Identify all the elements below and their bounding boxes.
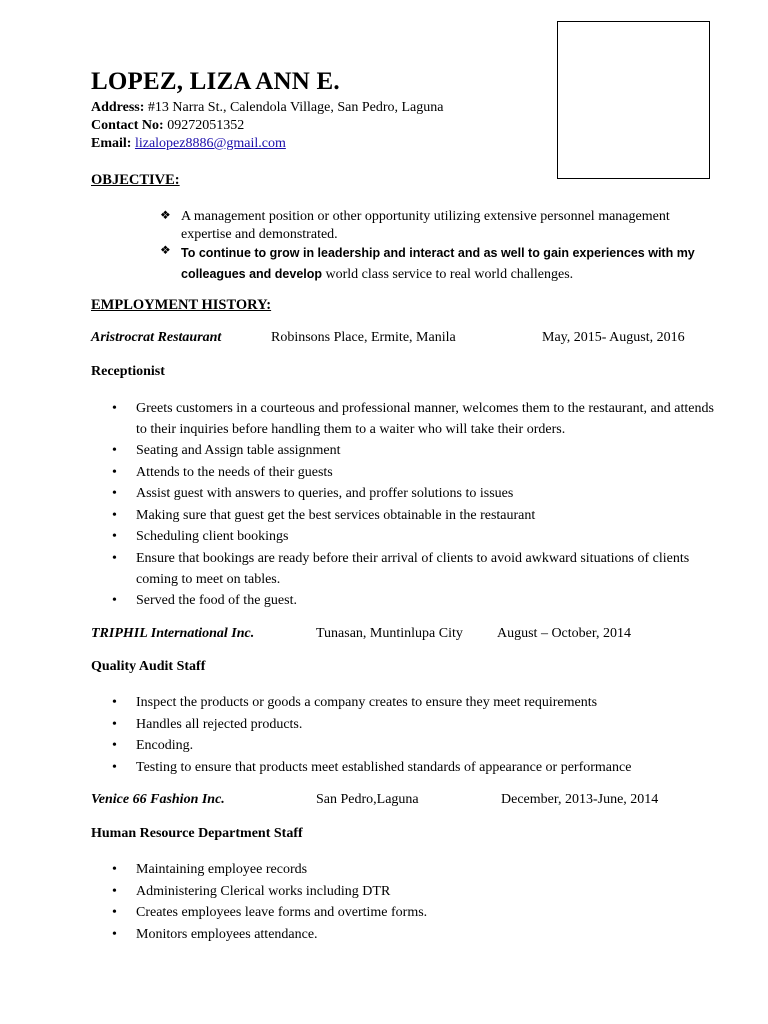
list-item: • Handles all rejected products.	[112, 714, 722, 736]
list-item: • Scheduling client bookings	[112, 526, 722, 548]
job-3-company	[91, 792, 225, 808]
objective-item-2	[160, 243, 720, 285]
contact-value: 09272051352	[167, 118, 245, 133]
contact-label: Contact No:	[91, 118, 164, 133]
job-1-duties	[112, 398, 722, 611]
job-3-dates: December, 2013-June, 2014	[501, 792, 659, 807]
photo-placeholder	[557, 21, 710, 179]
employment-heading: EMPLOYMENT HISTORY:	[91, 297, 272, 313]
job-1-company	[91, 330, 221, 346]
list-item: • Greets customers in a courteous and professional manner, welcomes them to the restaurant, and attends to their inquiries before handling them to a waiter who will take their orders.	[112, 398, 722, 440]
job-3-duties	[112, 859, 722, 945]
objective-heading: OBJECTIVE:	[91, 172, 180, 188]
objective-text-2-rest: world class service to real world challenges.	[322, 267, 574, 282]
job-2-dates: August – October, 2014	[497, 626, 631, 641]
job-1-dates: May, 2015- August, 2016	[542, 330, 685, 345]
diamond-bullet-icon: ❖	[160, 243, 171, 257]
list-item: • Attends to the needs of their guests	[112, 462, 722, 484]
diamond-bullet-icon: ❖	[160, 208, 171, 222]
list-item: • Inspect the products or goods a company creates to ensure they meet requirements	[112, 692, 722, 714]
email-link[interactable]: lizalopez8886@gmail.com	[134, 136, 286, 151]
email-label: Email:	[91, 136, 132, 151]
address-value: #13 Narra St., Calendola Village, San Pedro, Laguna	[147, 100, 444, 115]
job-1-role: Receptionist	[91, 364, 165, 379]
address-line	[91, 100, 443, 116]
applicant-name: LOPEZ, LIZA ANN E.	[91, 68, 340, 95]
list-item: • Served the food of the guest.	[112, 590, 722, 612]
company-name: TRIPHIL International Inc.	[91, 626, 255, 641]
list-item: • Encoding.	[112, 735, 722, 757]
job-1-location: Robinsons Place, Ermite, Manila	[271, 330, 456, 345]
job-3-role: Human Resource Department Staff	[91, 826, 303, 841]
company-name: Aristrocrat Restaurant	[91, 330, 222, 345]
objective-text-2-bold: To continue to grow in leadership and interact and as well to gain experiences with my colleagues and develop	[181, 246, 695, 281]
list-item: • Administering Clerical works including DTR	[112, 881, 722, 903]
job-2-role: Quality Audit Staff	[91, 659, 206, 674]
job-2-company	[91, 626, 254, 642]
contact-line	[91, 118, 244, 134]
objective-item-1	[160, 208, 720, 244]
list-item: • Seating and Assign table assignment	[112, 440, 722, 462]
address-label: Address:	[91, 100, 145, 115]
list-item: • Assist guest with answers to queries, and proffer solutions to issues	[112, 483, 722, 505]
objective-text-1: A management position or other opportunity utilizing extensive personnel management expertise and demonstrated.	[181, 209, 670, 242]
email-line	[91, 136, 286, 152]
list-item: • Making sure that guest get the best services obtainable in the restaurant	[112, 505, 722, 527]
list-item: • Creates employees leave forms and overtime forms.	[112, 902, 722, 924]
list-item: • Maintaining employee records	[112, 859, 722, 881]
list-item: • Testing to ensure that products meet established standards of appearance or performance	[112, 757, 722, 779]
job-3-location: San Pedro,Laguna	[316, 792, 419, 807]
list-item: • Ensure that bookings are ready before their arrival of clients to avoid awkward situations of clients coming to meet on tables.	[112, 548, 722, 590]
objective-text-2	[181, 243, 720, 285]
job-2-duties	[112, 692, 722, 778]
list-item: • Monitors employees attendance.	[112, 924, 722, 946]
company-name: Venice 66 Fashion Inc.	[91, 792, 225, 807]
job-2-location: Tunasan, Muntinlupa City	[316, 626, 463, 641]
